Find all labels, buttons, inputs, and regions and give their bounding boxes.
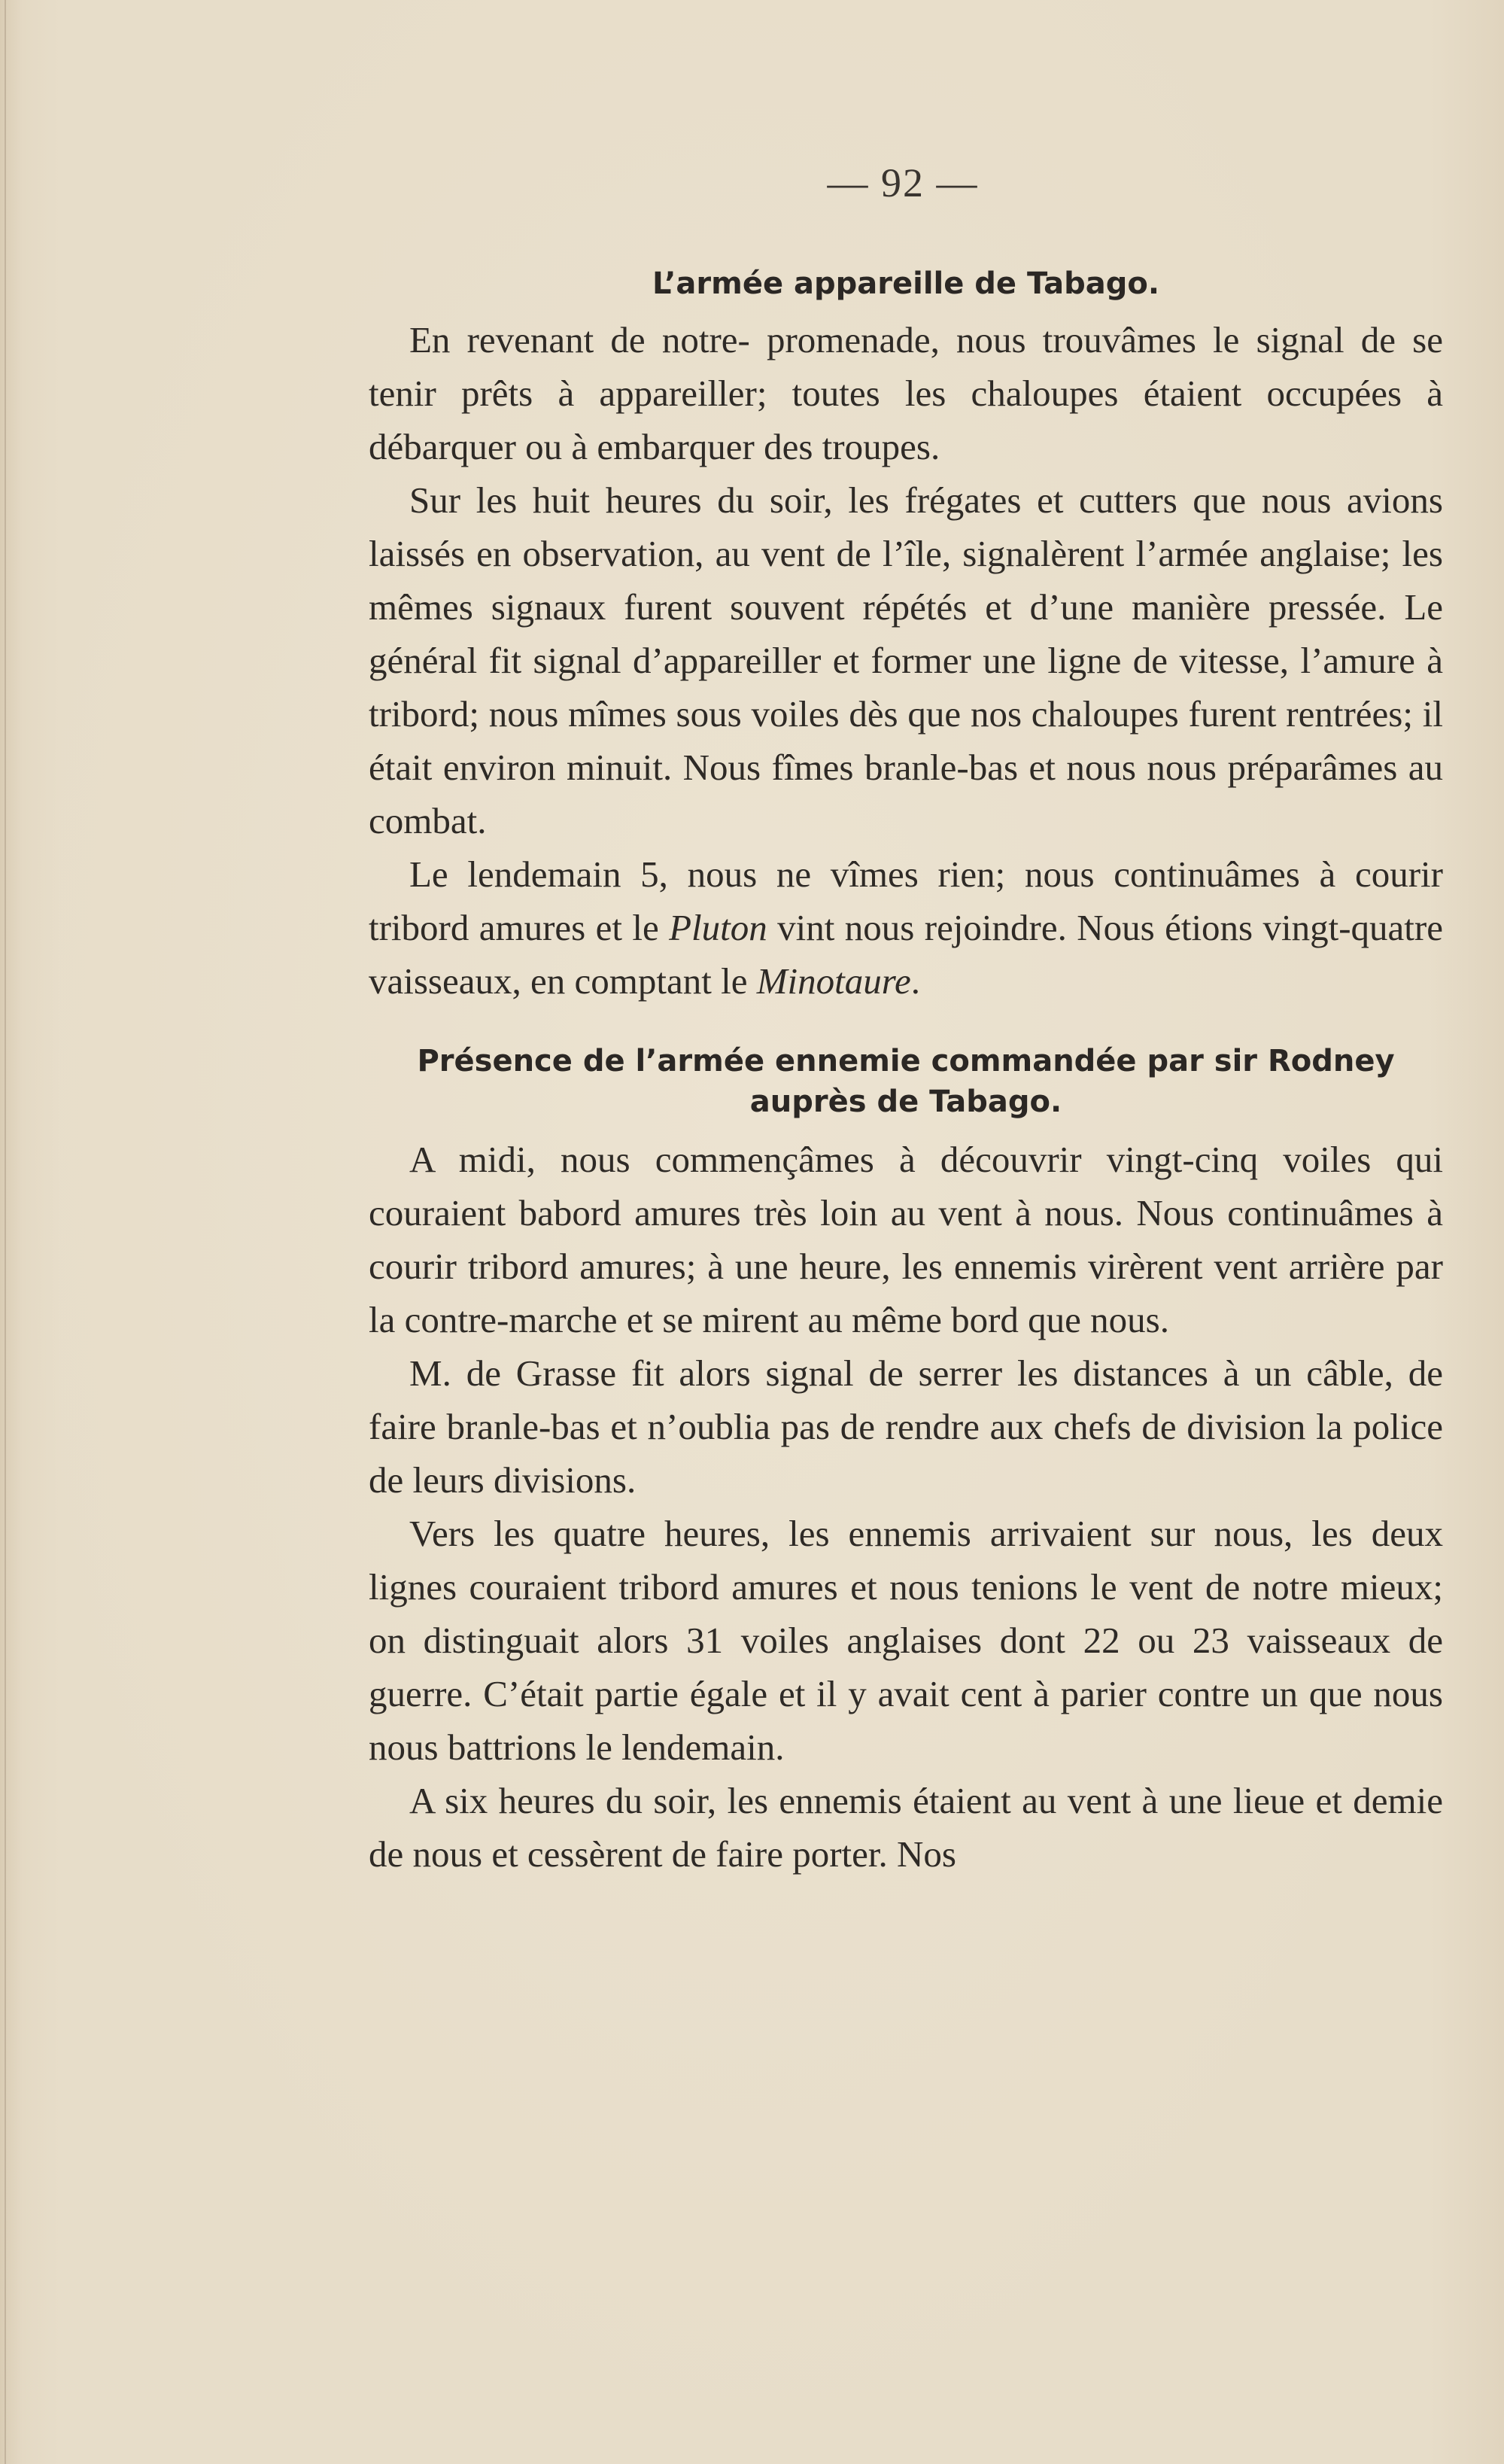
section-heading-departure: L’armée appareille de Tabago. (652, 266, 1160, 301)
page-gutter (5, 0, 6, 2464)
ship-name-pluton: Pluton (669, 907, 767, 948)
paragraph-5: M. de Grasse fit alors signal de serrer les distances à un câble, de faire branle-bas et n’oublia pas de rendre aux chefs de division la police de leurs divisions. (369, 1352, 1443, 1501)
paragraph-2: Sur les huit heures du soir, les frégates et cutters que nous avions laissés en observation, au vent de l’île, signalèrent l’armée anglaise; les mêmes signaux furent souvent répétés et d’une manière pressée. Le général fit signal d’appareiller et former une ligne de vitesse, l’amure à tribord; nous mîmes sous voiles dès que nos chaloupes furent rentrées; il était environ minuit. Nous fîmes branle-bas et nous nous préparâmes au combat. (369, 479, 1443, 841)
ship-name-minotaure: Minotaure (756, 960, 911, 1002)
page-content (369, 263, 1443, 1881)
paragraph-1: En revenant de notre- promenade, nous trouvâmes le signal de se tenir prêts à appareiller; toutes les chaloupes étaient occupées à débarquer ou à embarquer des troupes. (369, 319, 1443, 467)
paragraph-4: A midi, nous commençâmes à découvrir vingt-cinq voiles qui couraient babord amures très loin au vent à nous. Nous continuâmes à courir tribord amures; à une heure, les ennemis virèrent vent arrière par la contre-marche et se mirent au même bord que nous. (369, 1139, 1443, 1340)
page-number: — 92 — (827, 160, 979, 205)
paragraph-3-part-2: vint nous rejoindre. Nous étions vingt-quatre vaisseaux, en comptant le (369, 907, 1443, 1002)
paragraph-3 (369, 847, 1443, 1008)
paragraph-7: A six heures du soir, les ennemis étaient au vent à une lieue et demie de nous et cessèrent de faire porter. Nos (369, 1780, 1443, 1875)
section-heading-enemy: Présence de l’armée ennemie commandée par sir Rodney auprès de Tabago. (417, 1044, 1395, 1119)
paragraph-3-part-3: . (910, 960, 920, 1002)
paragraph-6: Vers les quatre heures, les ennemis arrivaient sur nous, les deux lignes couraient tribord amures et nous tenions le vent de notre mieux; on distinguait alors 31 voiles anglaises dont 22 ou 23 vaisseaux de guerre. C’était partie égale et il y avait cent à parier contre un que nous nous battrions le lendemain. (369, 1513, 1443, 1768)
paragraph-3-part-1: Le lendemain 5, nous ne vîmes rien; nous continuâmes à courir tribord amures et le (369, 853, 1443, 948)
